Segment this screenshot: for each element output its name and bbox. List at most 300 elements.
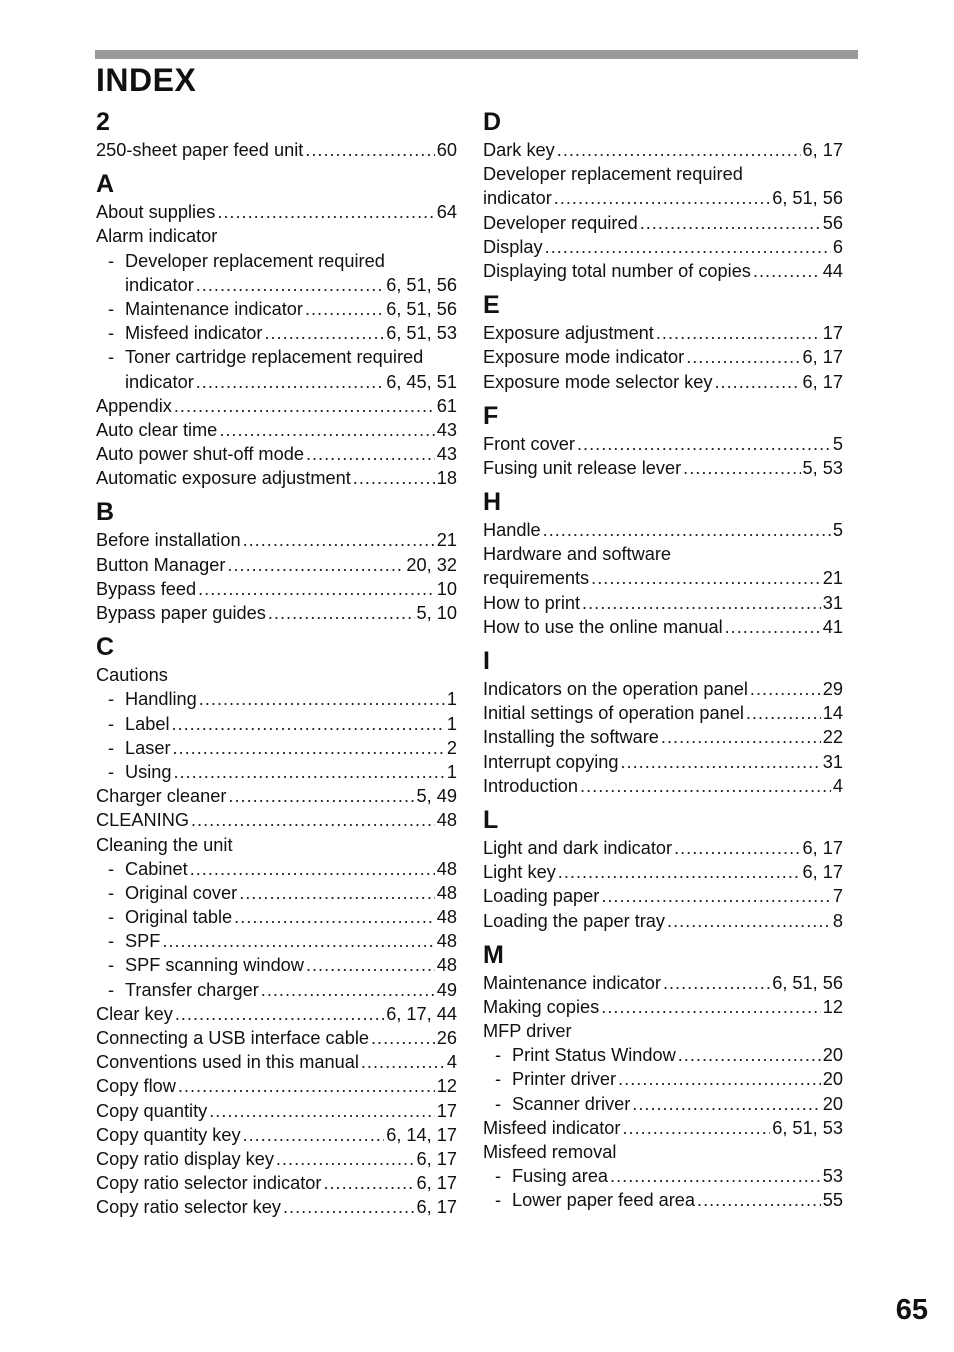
entry-pages: 17 (822, 323, 843, 344)
section-letter: E (483, 291, 500, 320)
index-entry (483, 1019, 843, 1043)
entry-pages: 21 (436, 530, 457, 551)
entry-label: Hardware and software (483, 544, 672, 565)
entry-pages: 6, 17 (802, 140, 843, 160)
entry-label: indicator (483, 188, 552, 209)
sub-entry-dash: - (108, 907, 115, 928)
sub-entry-dash: - (108, 689, 115, 710)
index-entry (96, 224, 457, 248)
entry-label: Alarm indicator (96, 226, 218, 247)
sub-entry-dash: - (108, 979, 115, 1000)
index-entry (483, 162, 843, 186)
page-title: INDEX (96, 62, 197, 98)
sub-entry-dash: - (108, 955, 115, 976)
index-entry (96, 784, 457, 808)
entry-label: Dark key (483, 140, 555, 160)
entry-label: Toner cartridge replacement required (125, 347, 424, 368)
entry-label: Cleaning the unit (96, 834, 233, 855)
entry-label: Installing the software (483, 727, 659, 748)
index-entry (483, 909, 843, 933)
entry-label: Making copies (483, 996, 600, 1017)
entry-label: SPF scanning window (125, 955, 304, 976)
entry-label: Handle (483, 520, 541, 541)
index-entry (483, 615, 843, 639)
dot-leader (305, 138, 434, 162)
index-entry (96, 736, 457, 760)
entry-pages: 26 (436, 1028, 457, 1048)
dot-leader (632, 1092, 820, 1116)
entry-pages: 5, 49 (416, 786, 457, 807)
index-entry (96, 418, 457, 442)
index-entry (483, 836, 843, 860)
index-entry (483, 138, 843, 162)
entry-pages: 31 (822, 592, 843, 613)
index-entry (96, 905, 457, 929)
entry-label: Fusing area (512, 1166, 609, 1187)
dot-leader (601, 884, 831, 908)
entry-pages: 6, 17 (802, 837, 843, 858)
dot-leader (753, 259, 821, 283)
index-entry (483, 235, 843, 259)
entry-label: Auto clear time (96, 419, 218, 440)
index-entry (96, 249, 457, 273)
index-entry (96, 442, 457, 466)
entry-label: Using (125, 761, 172, 782)
dot-leader (714, 370, 800, 394)
entry-label: How to use the online manual (483, 616, 723, 637)
entry-pages: 6, 14, 17 (386, 1124, 457, 1145)
entry-label: Display (483, 236, 543, 257)
index-entry (96, 601, 457, 625)
entry-label: About supplies (96, 202, 216, 223)
dot-leader (198, 577, 435, 601)
entry-pages: 48 (436, 907, 457, 928)
index-entry (96, 808, 457, 832)
entry-pages: 6, 51, 56 (772, 972, 843, 993)
entry-label: indicator (125, 274, 194, 295)
dot-leader (264, 321, 384, 345)
index-entry (96, 978, 457, 1002)
entry-pages: 14 (822, 703, 843, 724)
entry-pages: 7 (832, 886, 843, 907)
dot-leader (175, 1002, 384, 1026)
entry-label: Before installation (96, 530, 241, 551)
entry-label: Front cover (483, 433, 575, 454)
entry-label: Copy flow (96, 1076, 176, 1097)
index-entry (96, 394, 457, 418)
entry-pages: 5, 10 (416, 603, 457, 623)
dot-leader (371, 1026, 435, 1050)
dot-leader (191, 808, 435, 832)
dot-leader (199, 687, 445, 711)
entry-label: Exposure mode indicator (483, 347, 685, 368)
entry-label: Initial settings of operation panel (483, 703, 744, 724)
index-entry (483, 211, 843, 235)
index-entry (96, 370, 457, 394)
dot-leader (227, 553, 404, 577)
sub-entry-dash: - (495, 1069, 502, 1090)
entry-pages: 20 (822, 1069, 843, 1090)
dot-leader (162, 929, 434, 953)
dot-leader (543, 518, 831, 542)
entry-label: Label (125, 713, 170, 734)
entry-label: Copy quantity key (96, 1124, 241, 1145)
entry-label: Light and dark indicator (483, 837, 673, 858)
entry-pages: 31 (822, 751, 843, 772)
entry-pages: 29 (822, 679, 843, 699)
entry-pages: 6, 51, 53 (386, 323, 457, 344)
entry-label: indicator (125, 371, 194, 392)
index-entry (483, 259, 843, 283)
sub-entry-dash: - (108, 858, 115, 879)
index-entry (483, 370, 843, 394)
entry-label: Automatic exposure adjustment (96, 468, 351, 489)
dot-leader (640, 211, 821, 235)
entry-pages: 48 (436, 882, 457, 903)
sub-entry-dash: - (108, 250, 115, 271)
index-entry (483, 542, 843, 566)
dot-leader (306, 442, 435, 466)
dot-leader (554, 186, 770, 210)
dot-leader (577, 432, 831, 456)
index-entry (96, 929, 457, 953)
index-section (483, 486, 843, 639)
entry-label: Original cover (125, 882, 238, 903)
index-entry (483, 1140, 843, 1164)
entry-pages: 48 (436, 955, 457, 976)
dot-leader (618, 1067, 821, 1091)
entry-label: Bypass paper guides (96, 603, 266, 623)
entry-label: Connecting a USB interface cable (96, 1028, 369, 1048)
entry-pages: 5, 53 (802, 457, 843, 478)
entry-pages: 1 (446, 713, 457, 734)
index-column-right (483, 106, 843, 1213)
sub-entry-dash: - (108, 713, 115, 734)
dot-leader (276, 1147, 415, 1171)
entry-pages: 43 (436, 444, 457, 465)
section-letter: A (96, 170, 115, 199)
entry-label: Loading paper (483, 886, 600, 907)
entry-label: Handling (125, 689, 197, 710)
index-section (96, 496, 457, 625)
entry-label: Print Status Window (512, 1045, 676, 1066)
index-entry (483, 345, 843, 369)
section-letter: M (483, 940, 504, 969)
sub-entry-dash: - (108, 761, 115, 782)
entry-pages: 6, 17 (416, 1173, 457, 1194)
entry-label: Introduction (483, 775, 579, 796)
entry-pages: 4 (446, 1052, 457, 1073)
index-entry (483, 432, 843, 456)
dot-leader (174, 394, 435, 418)
entry-pages: 4 (832, 775, 843, 796)
index-entry (96, 663, 457, 687)
index-entry (96, 466, 457, 490)
index-entry (96, 1195, 457, 1219)
entry-label: Maintenance indicator (483, 972, 661, 993)
entry-label: Misfeed removal (483, 1142, 617, 1162)
index-entry (96, 1147, 457, 1171)
index-entry (96, 1050, 457, 1074)
index-entry (96, 712, 457, 736)
entry-label: Displaying total number of copies (483, 260, 751, 281)
dot-leader (545, 235, 831, 259)
section-letter: C (96, 633, 115, 662)
index-entry (96, 345, 457, 369)
entry-label: Laser (125, 737, 171, 758)
section-letter: 2 (96, 108, 110, 136)
index-entry (96, 881, 457, 905)
entry-pages: 53 (822, 1166, 843, 1187)
entry-pages: 5 (832, 433, 843, 454)
index-section (483, 106, 843, 283)
index-entry (96, 687, 457, 711)
entry-pages: 6 (832, 236, 843, 257)
entry-pages: 6, 51, 56 (386, 298, 457, 319)
sub-entry-dash: - (495, 1166, 502, 1187)
index-entry (483, 456, 843, 480)
entry-pages: 60 (436, 140, 457, 160)
index-entry (483, 186, 843, 210)
page-number: 65 (895, 1294, 928, 1326)
index-entry (96, 1099, 457, 1123)
index-entry (483, 677, 843, 701)
dot-leader (261, 978, 435, 1002)
index-entry (96, 833, 457, 857)
index-entry (96, 1171, 457, 1195)
entry-pages: 2 (446, 737, 457, 758)
dot-leader (209, 1099, 435, 1123)
index-entry (96, 1123, 457, 1147)
index-entry (96, 953, 457, 977)
dot-leader (219, 418, 434, 442)
entry-label: Conventions used in this manual (96, 1052, 359, 1073)
index-entry (483, 971, 843, 995)
index-entry (96, 577, 457, 601)
index-entry (483, 1188, 843, 1212)
entry-pages: 61 (436, 395, 457, 416)
dot-leader (361, 1050, 445, 1074)
index-column-left (96, 106, 457, 1220)
entry-label: Light key (483, 862, 556, 883)
dot-leader (228, 784, 414, 808)
index-entry (483, 518, 843, 542)
dot-leader (582, 591, 821, 615)
section-letter: L (483, 805, 499, 834)
dot-leader (239, 881, 435, 905)
entry-label: Clear key (96, 1003, 173, 1024)
dot-leader (323, 1171, 414, 1195)
entry-pages: 6, 51, 56 (772, 188, 843, 209)
dot-leader (620, 750, 820, 774)
index-entry (483, 774, 843, 798)
entry-label: Appendix (96, 395, 172, 416)
entry-pages: 20, 32 (406, 554, 457, 575)
entry-label: Button Manager (96, 554, 226, 575)
dot-leader (305, 297, 384, 321)
dot-leader (678, 1043, 821, 1067)
index-section (483, 939, 843, 1213)
dot-leader (243, 1123, 385, 1147)
dot-leader (178, 1074, 435, 1098)
index-entry (96, 138, 457, 162)
section-letter: I (483, 647, 490, 675)
entry-label: Developer replacement required (125, 250, 385, 271)
index-entry (483, 995, 843, 1019)
entry-label: Bypass feed (96, 578, 197, 599)
sub-entry-dash: - (108, 882, 115, 903)
entry-pages: 6, 17 (802, 371, 843, 392)
entry-pages: 12 (822, 996, 843, 1017)
entry-label: Loading the paper tray (483, 910, 666, 931)
entry-pages: 6, 51, 53 (772, 1117, 843, 1138)
index-section (483, 804, 843, 933)
entry-pages: 55 (822, 1190, 843, 1211)
dot-leader (750, 677, 821, 701)
entry-pages: 56 (822, 212, 843, 233)
entry-label: Fusing unit release lever (483, 457, 682, 478)
index-entry (483, 566, 843, 590)
entry-label: requirements (483, 568, 590, 589)
entry-label: How to print (483, 592, 581, 613)
dot-leader (172, 712, 445, 736)
index-entry (483, 701, 843, 725)
dot-leader (217, 200, 434, 224)
dot-leader (283, 1195, 415, 1219)
entry-pages: 41 (822, 616, 843, 637)
index-entry (96, 321, 457, 345)
index-entry (483, 1092, 843, 1116)
index-section (96, 631, 457, 1219)
entry-label: Cabinet (125, 858, 188, 879)
dot-leader (622, 1116, 770, 1140)
dot-leader (601, 995, 821, 1019)
index-entry (96, 857, 457, 881)
entry-pages: 43 (436, 419, 457, 440)
entry-label: Copy quantity (96, 1100, 208, 1121)
entry-label: Misfeed indicator (125, 323, 263, 344)
entry-label: Auto power shut-off mode (96, 444, 304, 465)
entry-pages: 20 (822, 1045, 843, 1066)
sub-entry-dash: - (108, 298, 115, 319)
sub-entry-dash: - (495, 1093, 502, 1114)
entry-label: Transfer charger (125, 979, 259, 1000)
entry-pages: 18 (436, 468, 457, 489)
index-entry (483, 591, 843, 615)
entry-pages: 6, 17 (416, 1148, 457, 1169)
dot-leader (196, 273, 384, 297)
entry-pages: 20 (822, 1093, 843, 1114)
entry-pages: 44 (822, 260, 843, 281)
dot-leader (725, 615, 821, 639)
section-letter: F (483, 401, 499, 430)
index-entry (96, 297, 457, 321)
entry-pages: 17 (436, 1100, 457, 1121)
index-entry (96, 528, 457, 552)
entry-label: Misfeed indicator (483, 1117, 621, 1138)
dot-leader (661, 725, 821, 749)
index-entry (96, 1002, 457, 1026)
entry-pages: 6, 51, 56 (386, 274, 457, 295)
entry-pages: 48 (436, 858, 457, 879)
entry-label: Developer required (483, 212, 638, 233)
index-entry (483, 1116, 843, 1140)
entry-pages: 6, 45, 51 (386, 371, 457, 392)
dot-leader (558, 860, 801, 884)
entry-label: Interrupt copying (483, 751, 619, 772)
dot-leader (656, 321, 821, 345)
entry-label: Copy ratio selector key (96, 1197, 281, 1218)
section-letter: D (483, 108, 502, 136)
entry-pages: 8 (832, 910, 843, 931)
entry-pages: 48 (436, 810, 457, 831)
entry-label: Copy ratio selector indicator (96, 1173, 322, 1194)
section-letter: H (483, 488, 502, 517)
section-letter: B (96, 498, 115, 527)
index-entry (483, 884, 843, 908)
entry-label: SPF (125, 931, 161, 952)
entry-label: Exposure mode selector key (483, 371, 713, 392)
index-section (96, 168, 457, 490)
entry-pages: 64 (436, 202, 457, 223)
entry-label: Original table (125, 907, 233, 928)
dot-leader (557, 138, 801, 162)
entry-pages: 12 (436, 1076, 457, 1097)
dot-leader (667, 909, 831, 933)
entry-label: Printer driver (512, 1069, 617, 1090)
index-section (483, 289, 843, 394)
index-entry (96, 760, 457, 784)
dot-leader (268, 601, 415, 625)
dot-leader (686, 345, 800, 369)
dot-leader (610, 1164, 821, 1188)
header-rule (95, 50, 858, 59)
index-section (96, 106, 457, 162)
dot-leader (173, 736, 445, 760)
index-entry (483, 1043, 843, 1067)
index-section (483, 645, 843, 798)
entry-pages: 6, 17 (802, 862, 843, 883)
index-entry (96, 1026, 457, 1050)
dot-leader (243, 528, 435, 552)
dot-leader (174, 760, 445, 784)
entry-pages: 22 (822, 727, 843, 748)
entry-label: Indicators on the operation panel (483, 679, 748, 699)
entry-pages: 1 (446, 689, 457, 710)
entry-pages: 6, 17, 44 (386, 1003, 457, 1024)
entry-label: Scanner driver (512, 1093, 631, 1114)
dot-leader (663, 971, 770, 995)
entry-pages: 21 (822, 568, 843, 589)
index-section (483, 400, 843, 480)
dot-leader (746, 701, 821, 725)
entry-pages: 6, 17 (802, 347, 843, 368)
entry-label: Developer replacement required (483, 164, 743, 185)
index-entry (483, 321, 843, 345)
entry-label: Maintenance indicator (125, 298, 303, 319)
sub-entry-dash: - (108, 347, 115, 368)
entry-label: Copy ratio display key (96, 1148, 274, 1169)
entry-pages: 10 (436, 578, 457, 599)
entry-pages: 6, 17 (416, 1197, 457, 1218)
entry-label: Lower paper feed area (512, 1190, 696, 1211)
entry-label: Charger cleaner (96, 786, 227, 807)
entry-label: CLEANING (96, 810, 189, 831)
sub-entry-dash: - (108, 737, 115, 758)
index-entry (483, 1164, 843, 1188)
index-entry (483, 750, 843, 774)
dot-leader (580, 774, 831, 798)
